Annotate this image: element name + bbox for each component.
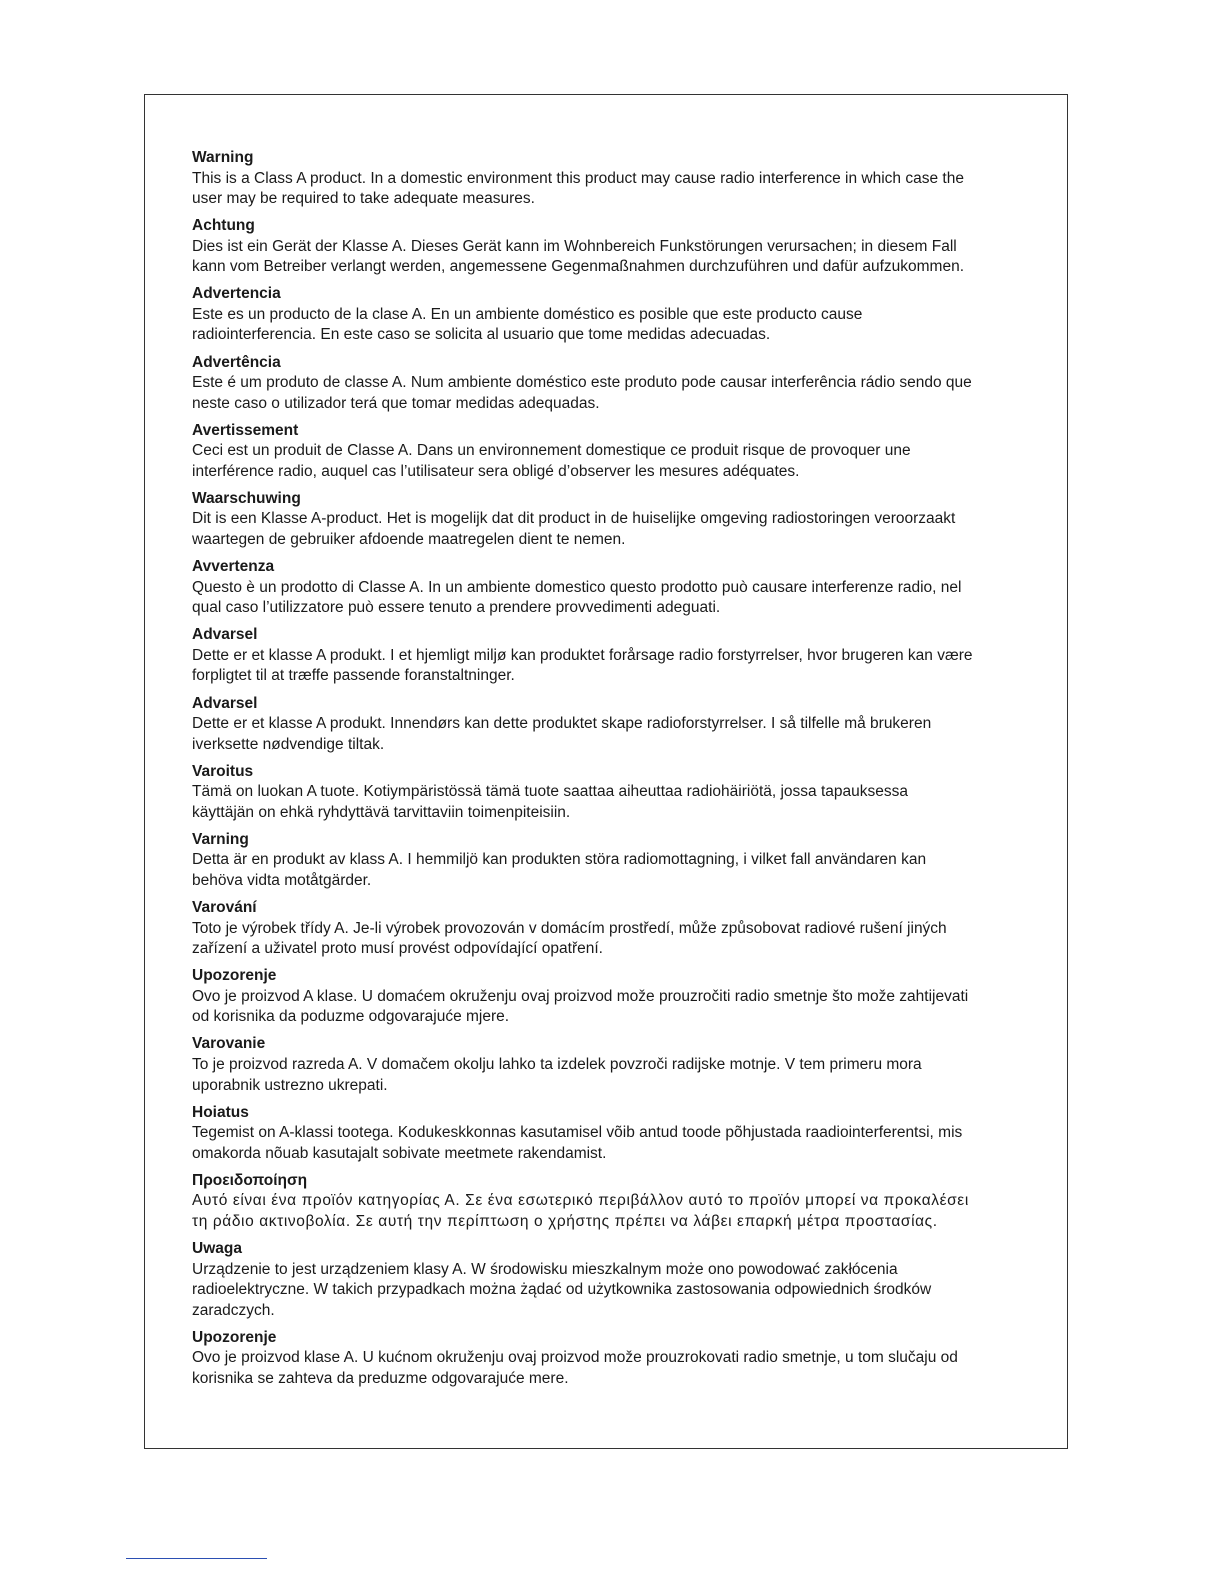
notice-heading: Waarschuwing [192,489,301,507]
notice-body: Dies ist ein Gerät der Klasse A. Dieses Gerät kann im Wohnbereich Funkstörungen verursachen; in diesem Fall kann vom Betreiber verlangt werden, angemessene Gegenmaßnahmen durchzuführen und dafür aufzukommen. [192,237,965,276]
notice-french [192,421,1032,483]
notice-body: Urządzenie to jest urządzeniem klasy A. W środowisku mieszkalnym może ono powodować zakłócenia radioelektryczne. W takich przypadkach można żądać od użytkownika zastosowania odpowiednich środków zaradczych. [192,1260,932,1319]
notice-body: Ovo je proizvod klase A. U kućnom okruženju ovaj proizvod može prouzrokovati radio smetnje, u tom slučaju od korisnika se zahteva da preduzme odgovarajuće mere. [192,1349,958,1387]
notice-heading: Advarsel [192,626,258,644]
notice-heading: Προειδοποίηση [192,1171,308,1189]
notice-heading: Warning [192,149,254,166]
notice-body: Dette er et klasse A produkt. Innendørs kan dette produktet skape radioforstyrrelser. I så tilfelle må brukeren iverksette nødvendige tiltak. [192,715,932,753]
notice-czech [192,898,1032,960]
notice-slovenian [192,1034,1032,1096]
notice-body: To je proizvod razreda A. V domačem okolju lahko ta izdelek povzroči radijske motnje. V tem primeru mora uporabnik ustrezno ukrepati. [192,1055,922,1094]
notice-swedish [192,830,1032,892]
notice-body: Dette er et klasse A produkt. I et hjemligt miljø kan produktet forårsage radio forstyrrelser, hvor brugeren kan være forpligtet til at træffe passende foranstaltninger. [192,646,973,685]
notice-body: Ovo je proizvod A klase. U domaćem okruženju ovaj proizvod može prouzročiti radio smetnje što može zahtijevati od korisnika da poduzme odgovarajuće mjere. [192,987,969,1026]
footnote-separator [126,1558,267,1559]
notice-body: Tegemist on A-klassi tootega. Kodukeskkonnas kasutamisel võib antud toode põhjustada raadiointerferentsi, mis omakorda nõuab kasutajalt sobivate meetmete rakendamist. [192,1124,963,1162]
notice-heading: Hoiatus [192,1103,249,1121]
notice-danish [192,625,1032,687]
notice-body: Tämä on luokan A tuote. Kotiympäristössä tämä tuote saattaa aiheuttaa radiohäiriötä, jossa tapauksessa käyttäjän on ehkä ryhdyttävä tarvittaviin toimenpiteisiin. [192,783,909,821]
notice-body: Dit is een Klasse A-product. Het is mogelijk dat dit product in de huiselijke omgeving radiostoringen veroorzaakt waartegen de gebruiker afdoende maatregelen dient te nemen. [192,510,956,549]
notice-body: This is a Class A product. In a domestic environment this product may cause radio interference in which case the user may be required to take adequate measures. [192,169,964,208]
notice-body: Questo è un prodotto di Classe A. In un ambiente domestico questo prodotto può causare interferenze radio, nel qual caso l’utilizzatore può essere tenuto a prendere provvedimenti adeguati. [192,578,962,617]
notice-croatian [192,966,1032,1028]
notice-body: Este es un producto de la clase A. En un ambiente doméstico es posible que este producto cause radiointerferencia. En este caso se solicita al usuario que tome medidas adecuadas. [192,305,863,344]
notice-norwegian [192,694,1032,756]
notice-body: Detta är en produkt av klass A. I hemmiljö kan produkten störa radiomottagning, i vilket fall användaren kan behöva vidta motåtgärder. [192,851,927,889]
notice-heading: Advertência [192,353,281,371]
notice-heading: Advarsel [192,694,258,712]
notice-heading: Avertissement [192,421,299,439]
notice-heading: Varoitus [192,762,254,780]
notice-heading: Varování [192,899,257,917]
class-a-warning-notices [192,148,1032,1396]
notice-heading: Varning [192,830,249,848]
notice-heading: Avvertenza [192,558,275,576]
notice-heading: Upozorenje [192,967,277,985]
notice-body: Toto je výrobek třídy A. Je-li výrobek provozován v domácím prostředí, může způsobovat radiové rušení jiných zařízení a uživatel proto musí provést odpovídající opatření. [192,919,947,958]
notice-body: Αυτό είναι ένα προϊόν κατηγορίας Α. Σε ένα εσωτερικό περιβάλλον αυτό το προϊόν μπορεί να προκαλέσει τη ράδιο ακτινοβολία. Σε αυτή την περίπτωση ο χρήστης πρέπει να λάβει επαρκή μέτρα προστασίας. [192,1192,969,1230]
notice-english [192,148,1032,210]
notice-polish [192,1239,1032,1321]
notice-serbian [192,1328,1032,1390]
notice-heading: Uwaga [192,1240,242,1257]
notice-body: Este é um produto de classe A. Num ambiente doméstico este produto pode causar interferência rádio sendo que neste caso o utilizador terá que tomar medidas adequadas. [192,374,972,412]
notice-spanish [192,284,1032,346]
notice-estonian [192,1103,1032,1165]
notice-heading: Upozorenje [192,1328,277,1346]
notice-italian [192,557,1032,619]
notice-heading: Varovanie [192,1035,266,1053]
notice-german [192,216,1032,278]
notice-portuguese [192,353,1032,415]
notice-heading: Advertencia [192,285,281,303]
notice-heading: Achtung [192,217,255,235]
notice-greek [192,1171,1032,1233]
notice-dutch [192,489,1032,551]
notice-finnish [192,762,1032,824]
notice-body: Ceci est un produit de Classe A. Dans un environnement domestique ce produit risque de provoquer une interférence radio, auquel cas l’utilisateur sera obligé d’observer les mesures adéquates. [192,442,911,480]
